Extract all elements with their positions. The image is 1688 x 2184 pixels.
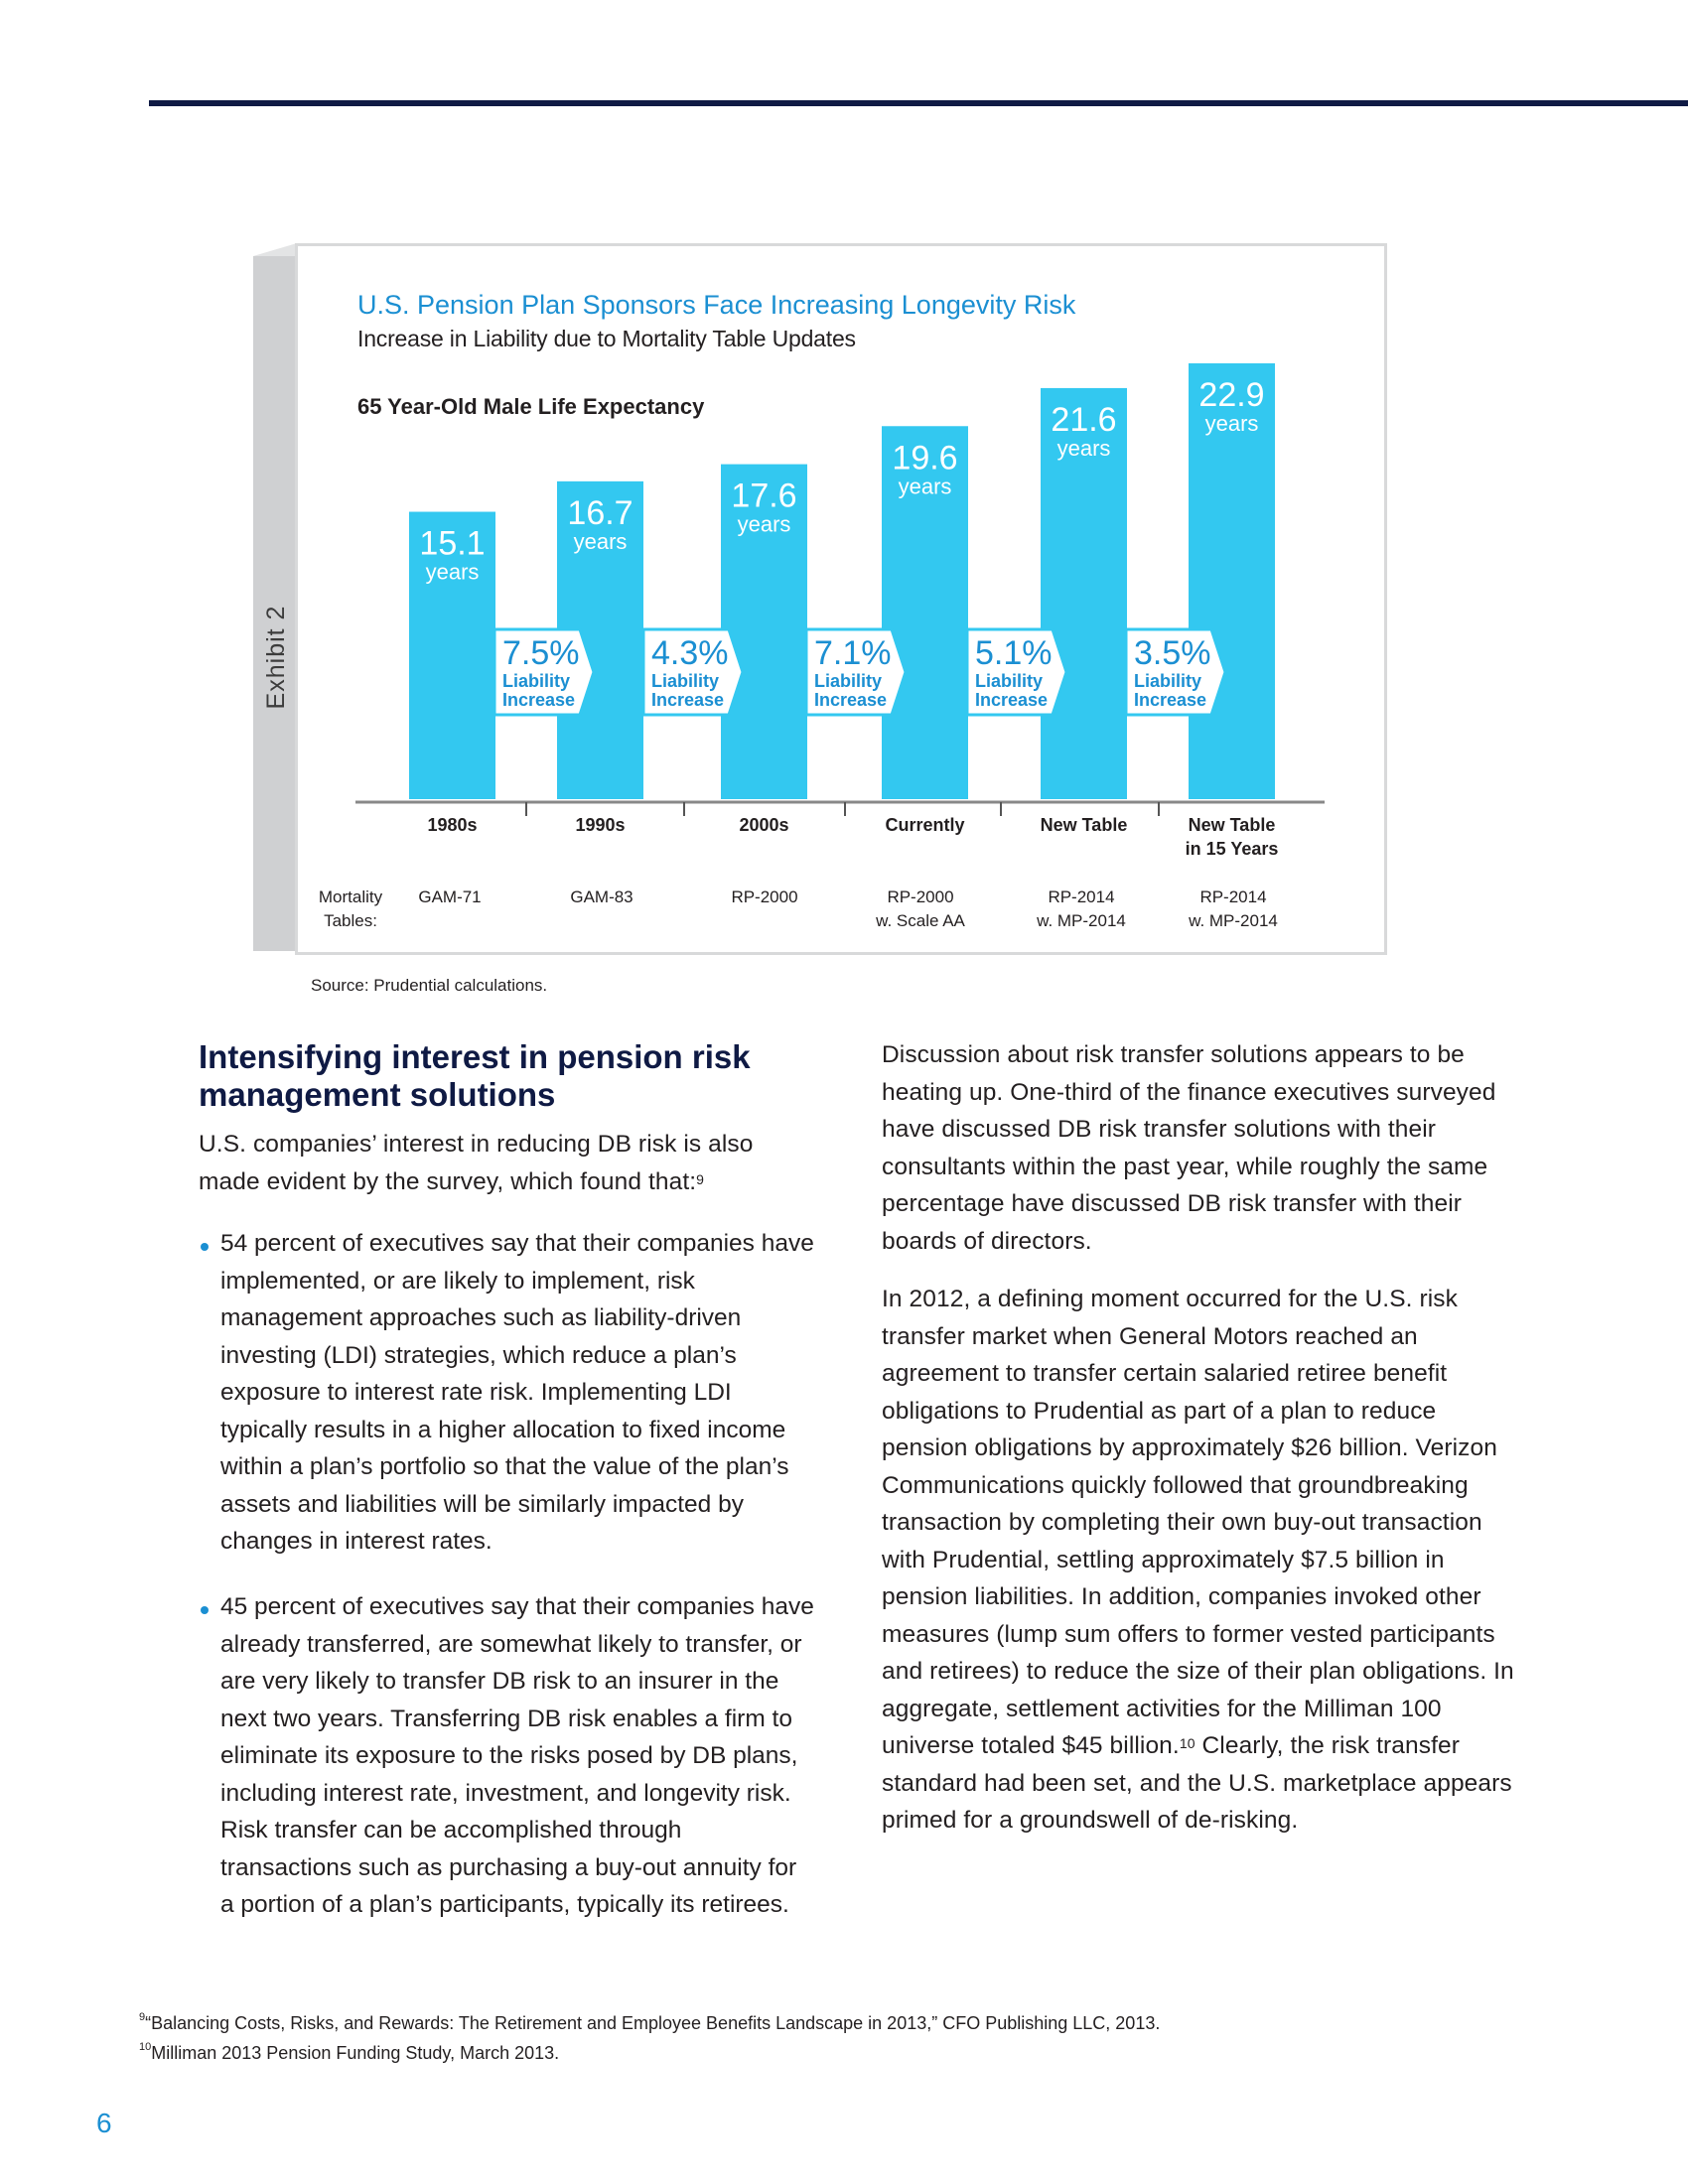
right-paragraph-1: Discussion about risk transfer solutions appears to be heating up. One-third of the finance executives surveyed have discussed DB risk transfer solutions with their consultants within the past year, while roughly the same percentage have discussed DB risk transfer with their boards of directors. xyxy=(882,1041,1496,1255)
footnote-9-num: 9 xyxy=(139,2011,146,2023)
increase-label: Increase xyxy=(651,690,725,710)
mortality-table-label: GAM-83 xyxy=(570,887,633,906)
footnote-10-num: 10 xyxy=(139,2041,152,2053)
bullet-dot xyxy=(201,1606,209,1614)
mortality-label: Tables: xyxy=(324,911,377,930)
footnote-ref-10: 10 xyxy=(1179,1735,1196,1751)
chart-title: U.S. Pension Plan Sponsors Face Increasing Longevity Risk xyxy=(357,290,1076,320)
increase-label: Liability xyxy=(502,671,571,691)
increase-label: Liability xyxy=(975,671,1044,691)
increase-label: Increase xyxy=(1134,690,1207,710)
increase-label: Liability xyxy=(651,671,720,691)
mortality-label: Mortality xyxy=(318,887,383,906)
bar-value-label: 16.7 xyxy=(567,493,633,532)
x-tick-label: New Table xyxy=(1188,815,1276,835)
life-expectancy-chart xyxy=(0,0,1688,993)
increase-label: Increase xyxy=(814,690,888,710)
footnote-9-text: “Balancing Costs, Risks, and Rewards: The Retirement and Employee Benefits Landscape in 2013,” CFO Publishing LLC, 2013. xyxy=(145,2013,1161,2033)
increase-percent: 7.1% xyxy=(814,634,892,672)
footnote-9 xyxy=(139,2013,1160,2034)
footnote-ref-9: 9 xyxy=(696,1170,705,1187)
x-tick-label: New Table xyxy=(1040,815,1128,835)
x-tick-label: 1980s xyxy=(427,815,478,835)
mortality-table-label: w. MP-2014 xyxy=(1037,911,1126,930)
mortality-table-label: RP-2000 xyxy=(731,887,798,906)
increase-percent: 7.5% xyxy=(502,634,580,672)
bar-unit-label: years xyxy=(898,474,952,499)
bar-value-label: 21.6 xyxy=(1051,400,1117,439)
increase-label: Increase xyxy=(502,690,576,710)
exhibit-label: Exhibit 2 xyxy=(261,605,290,710)
x-tick-label: 2000s xyxy=(739,815,789,835)
bar-value-label: 22.9 xyxy=(1198,376,1265,414)
bar-unit-label: years xyxy=(573,528,628,554)
chart-heading: 65 Year-Old Male Life Expectancy xyxy=(357,394,705,419)
bar-unit-label: years xyxy=(425,559,480,585)
increase-percent: 5.1% xyxy=(975,634,1053,672)
right-paragraph-2 xyxy=(882,1281,1517,1840)
footnote-10 xyxy=(139,2043,559,2064)
page-number: 6 xyxy=(96,2108,112,2138)
chart-subtitle: Increase in Liability due to Mortality Table Updates xyxy=(357,326,856,351)
bar-unit-label: years xyxy=(737,511,791,537)
footnote-10-text: Milliman 2013 Pension Funding Study, March 2013. xyxy=(151,2043,560,2063)
intro-text: U.S. companies’ interest in reducing DB risk is also made evident by the survey, which found that: xyxy=(199,1131,754,1195)
right-paragraph-2-text: In 2012, a defining moment occurred for the U.S. risk transfer market when General Motors reached an agreement to transfer certain salaried retiree benefit obligations to Prudential as part of a plan to reduce pension obligations by approximately $26 billion. Verizon Communications quickly followed that groundbreaking transaction by completing their own buy-out transaction with Prudential, settling approximately $7.5 billion in pension liabilities. In addition, companies invoked other measures (lump sum offers to former vested participants and retirees) to reduce the size of their plan obligations. In aggregate, settlement activities for the Milliman 100 universe totaled $45 billion. xyxy=(882,1286,1514,1759)
intro-paragraph xyxy=(199,1126,814,1200)
x-tick-label: 1990s xyxy=(575,815,626,835)
increase-label: Liability xyxy=(814,671,883,691)
bar-unit-label: years xyxy=(1056,435,1111,461)
x-tick-label: Currently xyxy=(885,815,965,835)
right-paragraph-2-text-end: Clearly, the risk transfer standard had been set, and the U.S. marketplace appears primed for a groundswell of de-risking. xyxy=(882,1732,1512,1834)
bar-unit-label: years xyxy=(1204,411,1259,436)
bullet-ldi: 54 percent of executives say that their companies have implemented, or are likely to implement, risk management approaches such as liability-driven investing (LDI) strategies, which reduce a plan’s exposure to interest rate risk. Implementing LDI typically results in a higher allocation to fixed income within a plan’s portfolio so that the value of the plan’s assets and liabilities will be similarly impacted by changes in interest rates. xyxy=(220,1230,814,1555)
chart-source: Source: Prudential calculations. xyxy=(311,976,548,995)
mortality-table-label: RP-2000 xyxy=(887,887,954,906)
mortality-table-label: RP-2014 xyxy=(1048,887,1115,906)
section-heading: Intensifying interest in pension risk management solutions xyxy=(199,1038,751,1113)
mortality-table-label: w. Scale AA xyxy=(876,911,965,930)
increase-percent: 3.5% xyxy=(1134,634,1211,672)
mortality-table-label: w. MP-2014 xyxy=(1189,911,1278,930)
bullet-dot xyxy=(201,1243,209,1251)
bar-value-label: 17.6 xyxy=(731,477,797,515)
bar-value-label: 15.1 xyxy=(419,524,486,563)
bar-value-label: 19.6 xyxy=(892,439,958,478)
bullet-risk-transfer: 45 percent of executives say that their companies have already transferred, are somewhat likely to transfer, or are very likely to transfer DB risk to an insurer in the next two years. Transferring DB risk enables a firm to eliminate its exposure to the risks posed by DB plans, including interest rate, investment, and longevity risk. Risk transfer can be accomplished through transactions such as purchasing a buy-out annuity for a portion of a plan’s participants, typically its retirees. xyxy=(220,1593,814,1918)
x-tick-label: in 15 Years xyxy=(1185,839,1279,859)
mortality-table-label: GAM-71 xyxy=(418,887,482,906)
increase-label: Increase xyxy=(975,690,1049,710)
increase-percent: 4.3% xyxy=(651,634,729,672)
increase-label: Liability xyxy=(1134,671,1202,691)
mortality-table-label: RP-2014 xyxy=(1199,887,1267,906)
